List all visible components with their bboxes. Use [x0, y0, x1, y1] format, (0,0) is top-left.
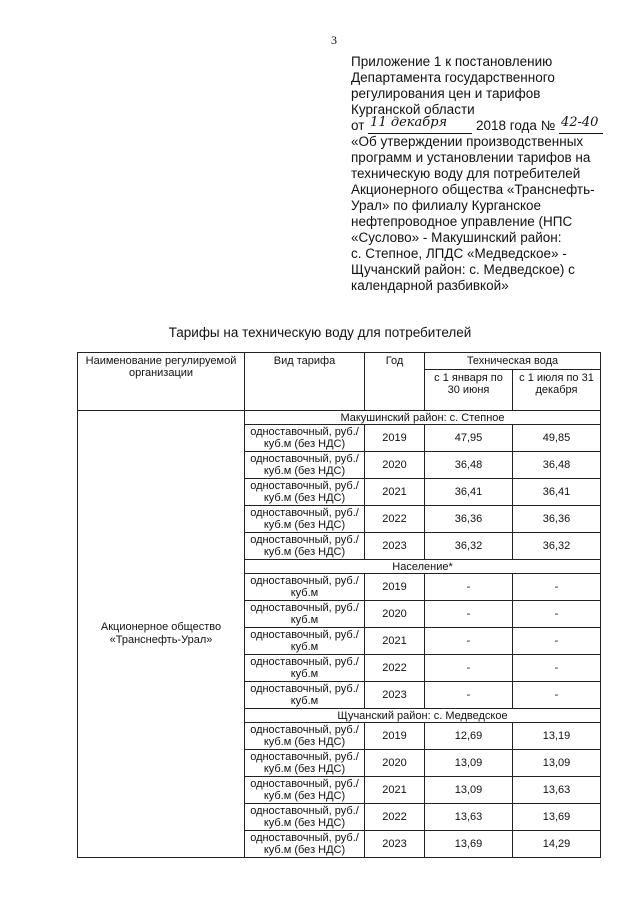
table-header-row: [78, 353, 601, 370]
cell-period-1: 13,09: [425, 750, 513, 777]
appendix-header: [351, 54, 621, 294]
cell-period-2: 36,32: [513, 533, 601, 560]
cell-period-2: -: [513, 601, 601, 628]
header-year: Год: [365, 353, 425, 411]
cell-period-2: -: [513, 655, 601, 682]
header-org: Наименование регулируемой организации: [78, 353, 245, 411]
cell-year: 2019: [365, 574, 425, 601]
page-number: 3: [331, 33, 337, 47]
cell-year: 2022: [365, 804, 425, 831]
header-technical-water: Техническая вода: [425, 353, 601, 370]
cell-period-1: 36,32: [425, 533, 513, 560]
cell-year: 2019: [365, 425, 425, 452]
cell-year: 2021: [365, 479, 425, 506]
cell-period-1: 13,09: [425, 777, 513, 804]
cell-tariff-type: одноставочный, руб./куб.м (без НДС): [245, 533, 365, 560]
header-period-1: с 1 января по 30 июня: [425, 370, 513, 411]
appendix-title-line: Щучанский район: с. Медведское) с: [351, 262, 575, 277]
cell-year: 2020: [365, 750, 425, 777]
header-period-2: с 1 июля по 31 декабря: [513, 370, 601, 411]
year-text: 2018 года №: [475, 118, 556, 133]
cell-tariff-type: одноставочный, руб./куб.м: [245, 682, 365, 709]
cell-tariff-type: одноставочный, руб./куб.м (без НДС): [245, 452, 365, 479]
section-title: Макушинский район: с. Степное: [245, 411, 601, 425]
cell-period-1: 36,48: [425, 452, 513, 479]
date-prefix: от: [351, 118, 365, 133]
cell-tariff-type: одноставочный, руб./куб.м (без НДС): [245, 804, 365, 831]
cell-period-2: 14,29: [513, 831, 601, 858]
cell-year: 2019: [365, 723, 425, 750]
cell-tariff-type: одноставочный, руб./куб.м (без НДС): [245, 425, 365, 452]
organization-name: Акционерное общество «Транснефть-Урал»: [78, 411, 245, 858]
cell-year: 2021: [365, 628, 425, 655]
cell-period-1: -: [425, 574, 513, 601]
cell-tariff-type: одноставочный, руб./куб.м: [245, 601, 365, 628]
cell-period-1: 13,69: [425, 831, 513, 858]
cell-period-2: 36,41: [513, 479, 601, 506]
cell-year: 2022: [365, 655, 425, 682]
section-title: Население*: [245, 560, 601, 574]
cell-period-1: -: [425, 601, 513, 628]
appendix-title-line: техническую воду для потребителей: [351, 166, 581, 181]
date-blank: [368, 115, 472, 134]
cell-year: 2020: [365, 452, 425, 479]
handwritten-date: 11 декабря: [370, 115, 448, 130]
cell-period-1: 36,36: [425, 506, 513, 533]
cell-year: 2022: [365, 506, 425, 533]
cell-period-1: 47,95: [425, 425, 513, 452]
appendix-title-line: программ и установлении тарифов на: [351, 150, 591, 165]
cell-tariff-type: одноставочный, руб./куб.м (без НДС): [245, 723, 365, 750]
cell-period-2: -: [513, 628, 601, 655]
cell-year: 2023: [365, 682, 425, 709]
cell-period-2: 49,85: [513, 425, 601, 452]
cell-period-2: -: [513, 682, 601, 709]
cell-period-1: -: [425, 682, 513, 709]
cell-tariff-type: одноставочный, руб./куб.м (без НДС): [245, 479, 365, 506]
appendix-title-line: «Об утверждении производственных: [351, 134, 584, 149]
appendix-line: Департамента государственного: [351, 70, 555, 85]
handwritten-number: 42-40: [560, 115, 599, 130]
header-tariff-type: Вид тарифа: [245, 353, 365, 411]
appendix-title-line: календарной разбивкой»: [351, 278, 509, 293]
cell-tariff-type: одноставочный, руб./куб.м: [245, 628, 365, 655]
appendix-line: Приложение 1 к постановлению: [351, 54, 553, 69]
cell-year: 2023: [365, 831, 425, 858]
section-row: [78, 411, 601, 425]
appendix-line: Курганской области: [351, 102, 475, 117]
table-title: Тарифы на техническую воду для потребителей: [168, 325, 472, 340]
section-title: Щучанский район: с. Медведское: [245, 709, 601, 723]
cell-year: 2020: [365, 601, 425, 628]
cell-period-1: -: [425, 628, 513, 655]
cell-period-2: 36,48: [513, 452, 601, 479]
cell-tariff-type: одноставочный, руб./куб.м: [245, 655, 365, 682]
appendix-date-line: [351, 115, 621, 134]
tariff-table: [77, 352, 601, 858]
cell-period-2: 13,09: [513, 750, 601, 777]
appendix-title-line: «Суслово» - Макушинский район:: [351, 230, 562, 245]
cell-year: 2021: [365, 777, 425, 804]
cell-tariff-type: одноставочный, руб./куб.м: [245, 574, 365, 601]
appendix-title-line: Урал» по филиалу Курганское: [351, 198, 542, 213]
cell-period-1: -: [425, 655, 513, 682]
number-blank: [559, 115, 603, 134]
appendix-title-line: Акционерного общества «Транснефть-: [351, 182, 595, 197]
cell-tariff-type: одноставочный, руб./куб.м (без НДС): [245, 831, 365, 858]
cell-period-2: 13,19: [513, 723, 601, 750]
cell-period-2: -: [513, 574, 601, 601]
cell-period-2: 36,36: [513, 506, 601, 533]
appendix-line: регулирования цен и тарифов: [351, 86, 541, 101]
cell-period-2: 13,63: [513, 777, 601, 804]
cell-tariff-type: одноставочный, руб./куб.м (без НДС): [245, 506, 365, 533]
cell-year: 2023: [365, 533, 425, 560]
cell-tariff-type: одноставочный, руб./куб.м (без НДС): [245, 750, 365, 777]
appendix-title-line: с. Степное, ЛПДС «Медведское» -: [351, 246, 567, 261]
cell-period-2: 13,69: [513, 804, 601, 831]
cell-tariff-type: одноставочный, руб./куб.м (без НДС): [245, 777, 365, 804]
cell-period-1: 12,69: [425, 723, 513, 750]
cell-period-1: 36,41: [425, 479, 513, 506]
appendix-title-line: нефтепроводное управление (НПС: [351, 214, 573, 229]
cell-period-1: 13,63: [425, 804, 513, 831]
